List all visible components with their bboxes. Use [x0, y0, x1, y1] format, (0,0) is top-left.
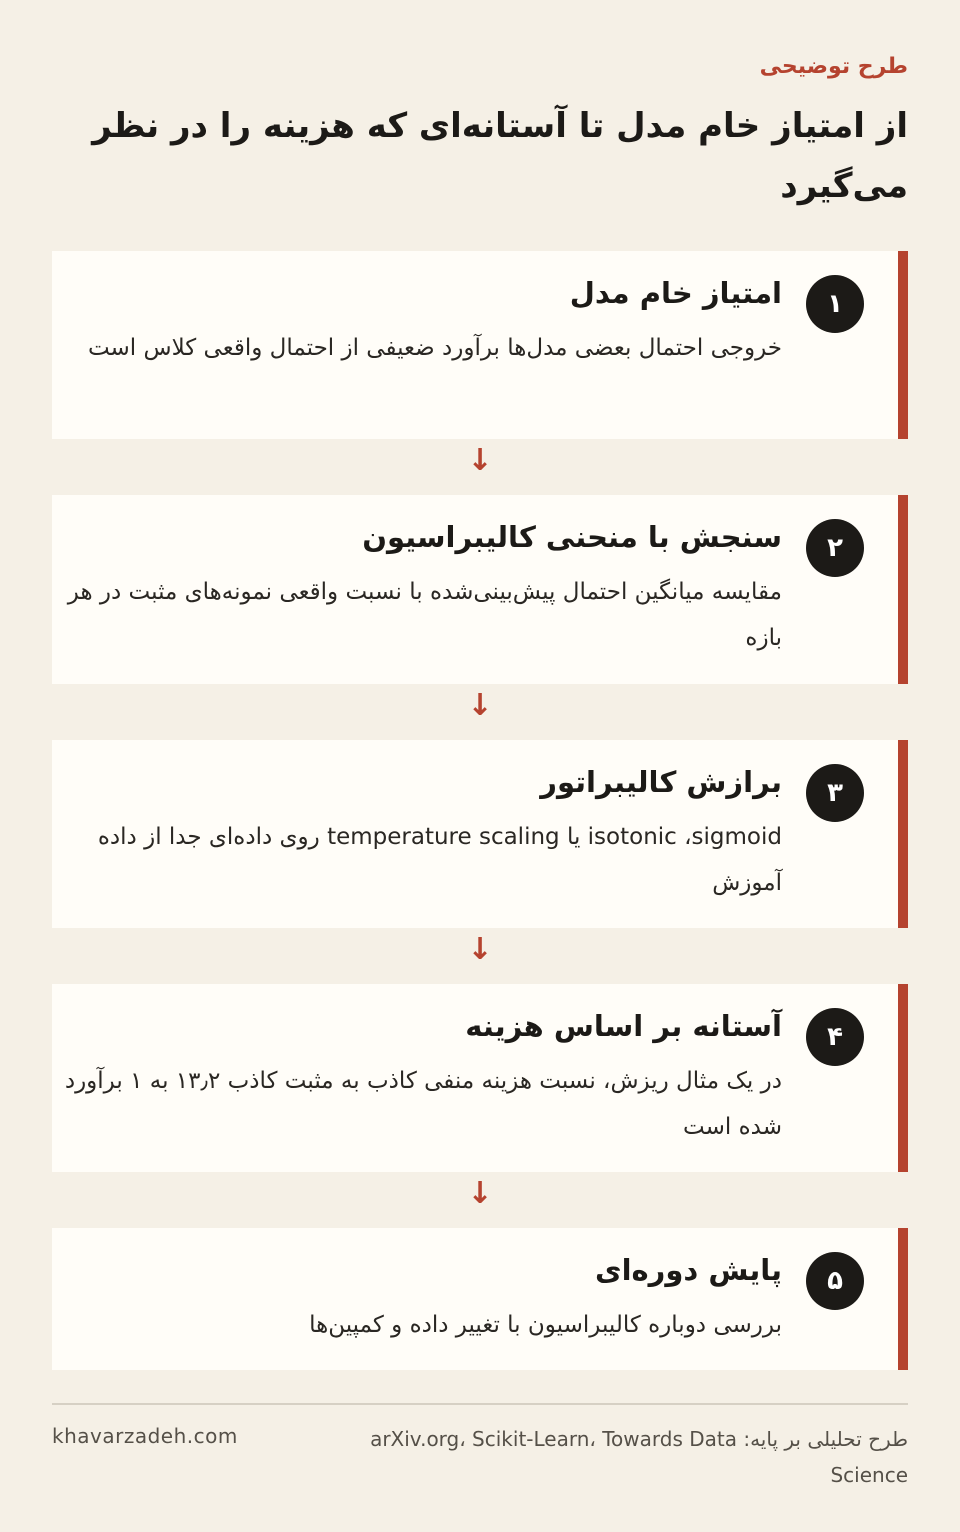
step-card-3: [52, 740, 908, 928]
step-title: آستانه بر اساس هزینه: [465, 1009, 782, 1043]
step-title: پایش دوره‌ای: [595, 1253, 782, 1287]
step-title: برازش کالیبراتور: [540, 765, 782, 799]
step-title: سنجش با منحنی کالیبراسیون: [362, 520, 782, 554]
step-number-badge: ۱: [806, 275, 864, 333]
step-description: مقایسه میانگین احتمال پیش‌بینی‌شده با نسبت واقعی نمونه‌های مثبت در هر بازه: [67, 579, 782, 651]
step-card-5: [52, 1228, 908, 1370]
step-number-badge: ۴: [806, 1008, 864, 1066]
step-card-1: [52, 251, 908, 439]
down-arrow-icon: ↓: [467, 688, 493, 723]
down-arrow-icon: ↓: [467, 932, 493, 967]
step-title: امتیاز خام مدل: [569, 276, 782, 310]
step-card-2: [52, 495, 908, 684]
step-description: خروجی احتمال بعضی مدل‌ها برآورد ضعیفی از احتمال واقعی کلاس است: [87, 335, 782, 361]
page-title: از امتیاز خام مدل تا آستانه‌ای که هزینه را در نظر می‌گیرد: [92, 106, 908, 206]
step-card-4: [52, 984, 908, 1172]
step-number-badge: ۲: [806, 519, 864, 577]
kicker-label: طرح توضیحی: [759, 54, 908, 79]
source-credit: طرح تحلیلی بر پایه: arXiv.org، Scikit-Learn، Towards Data Science: [370, 1427, 908, 1487]
step-number-badge: ۵: [806, 1252, 864, 1310]
footer-divider: [52, 1403, 908, 1405]
step-description: در یک مثال ریزش، نسبت هزینه منفی کاذب به مثبت کاذب ۱۳٫۲ به ۱ برآورد شده است: [64, 1068, 782, 1140]
infographic: [52, 0, 908, 1532]
step-number-badge: ۳: [806, 764, 864, 822]
down-arrow-icon: ↓: [467, 1176, 493, 1211]
step-description: بررسی دوباره کالیبراسیون با تغییر داده و کمپین‌ها: [309, 1312, 782, 1338]
down-arrow-icon: ↓: [467, 443, 493, 478]
step-description: isotonic ،sigmoid یا temperature scaling روی داده‌ای جدا از داده آموزش: [97, 824, 782, 896]
site-url: khavarzadeh.com: [52, 1424, 238, 1448]
